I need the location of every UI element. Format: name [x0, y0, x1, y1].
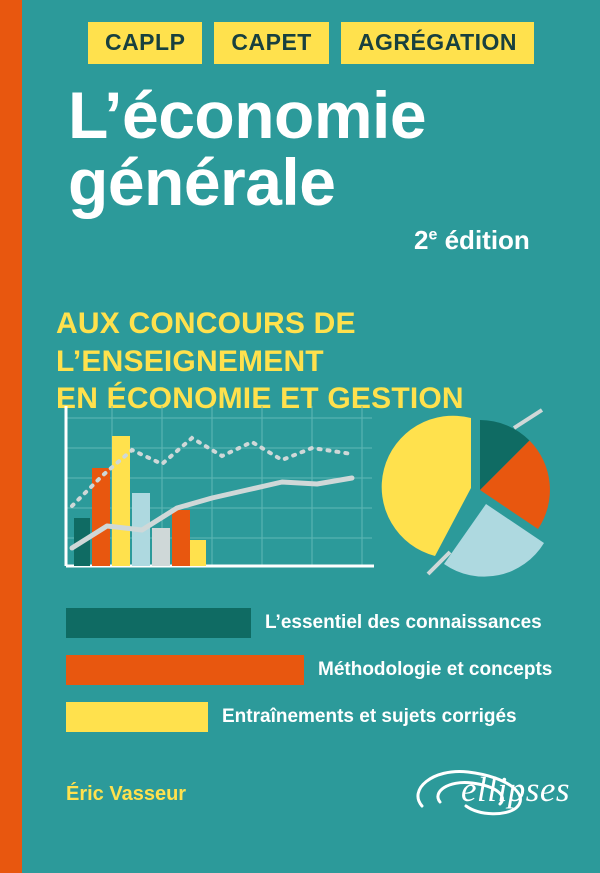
publisher-name: ellipses — [461, 770, 570, 809]
title-line-1: L’économie — [68, 78, 427, 152]
chart-bar-2 — [92, 468, 110, 566]
badge-capet: CAPET — [214, 22, 328, 64]
feature-bars — [22, 598, 600, 738]
edition-number: 2 — [414, 225, 429, 255]
edition-badge — [414, 225, 530, 256]
pie-chart — [382, 410, 550, 577]
book-title — [68, 78, 588, 220]
edition-label: édition — [437, 225, 530, 255]
chart-bar-6 — [172, 510, 190, 566]
subtitle-line-2: EN ÉCONOMIE ET GESTION — [56, 382, 464, 415]
title-line-2: générale — [68, 145, 336, 220]
subtitle-line-1: AUX CONCOURS DE L’ENSEIGNEMENT — [56, 307, 356, 378]
publisher-logo — [410, 762, 570, 822]
author-name: Éric Vasseur — [66, 783, 187, 805]
cover-graphics — [22, 398, 600, 598]
feature-label-3: Entraînements et sujets corrigés — [222, 706, 517, 727]
badge-caplp: CAPLP — [88, 22, 202, 64]
feature-bar-2 — [66, 655, 304, 685]
pie-leader-line-1 — [514, 410, 542, 428]
cover-content — [22, 0, 600, 873]
feature-row-1 — [66, 608, 542, 638]
feature-row-2 — [66, 655, 552, 685]
chart-bar-7 — [190, 540, 206, 566]
feature-bar-1 — [66, 608, 251, 638]
badge-agregation: AGRÉGATION — [341, 22, 534, 64]
chart-grid — [66, 406, 372, 566]
feature-label-1: L’essentiel des connaissances — [265, 612, 542, 633]
feature-label-2: Méthodologie et concepts — [318, 659, 553, 680]
pie-slice-yellow — [382, 416, 471, 556]
feature-bar-3 — [66, 702, 208, 732]
edition-suffix: e — [428, 226, 438, 244]
feature-row-3 — [66, 702, 517, 732]
chart-bar-5 — [152, 528, 170, 566]
spine-strip — [0, 0, 22, 873]
exam-badges — [22, 22, 600, 64]
chart-illustration — [22, 398, 600, 598]
